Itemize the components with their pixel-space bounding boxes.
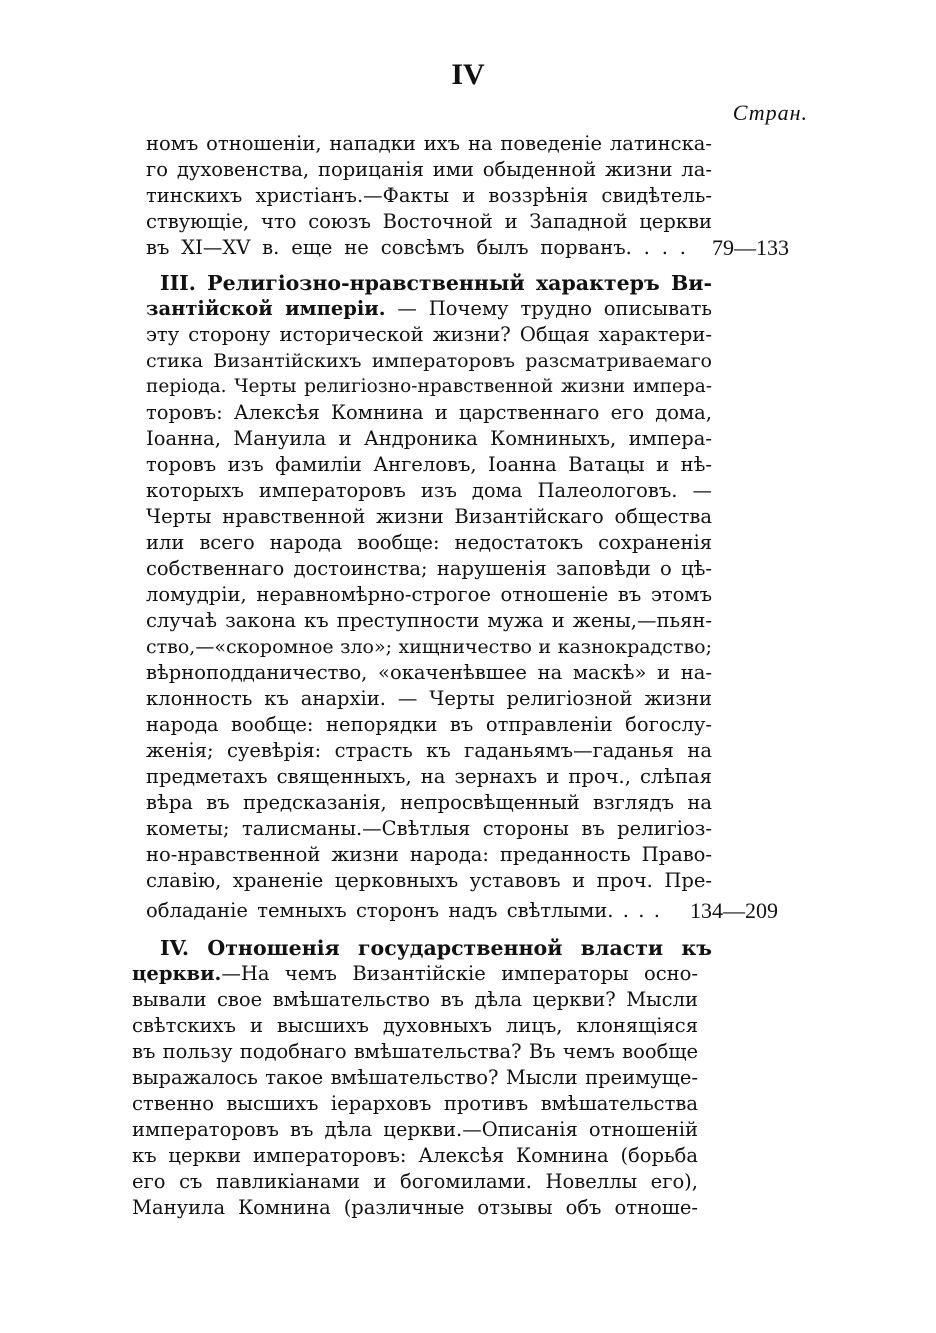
text-line: ственно высшихъ іерарховъ противъ вмѣшательства (132, 1092, 698, 1115)
text-line: но-нравственной жизни народа: преданность Право- (146, 843, 712, 866)
page-range: 79—133 (712, 235, 789, 260)
page-range: 134—209 (690, 898, 778, 923)
text-line: клонность къ анархіи. — Черты религіозной жизни (146, 687, 712, 710)
text-line: ломудріи, неравномѣрно-строгое отношеніе въ этомъ (146, 583, 712, 606)
text-line: тинскихъ христіанъ.—Факты и воззрѣнія свидѣтель- (146, 184, 712, 207)
text-line: Іоанна, Мануила и Андроника Комниныхъ, импера- (146, 427, 712, 450)
text-line: кометы; талисманы.—Свѣтлыя стороны въ религіоз- (146, 817, 712, 840)
text-line: или всего народа вообще: недостатокъ сохраненія (146, 531, 712, 554)
text-line: вѣрноподданичество, «окаченѣвшее на маскѣ» и на- (146, 661, 712, 684)
text-line: Черты нравственной жизни Византійскаго общества (146, 505, 712, 528)
text-line: го духовенства, порицанія ими обыденной жизни ла- (146, 158, 712, 181)
text-line: эту сторону исторической жизни? Общая характери- (146, 323, 712, 346)
section-heading: IV. Отношенія государственной власти къ (160, 936, 712, 960)
text-line: періода. Черты религіозно-нравственной жизни импера- (146, 376, 712, 397)
text-line: народа вообще: непорядки въ отправленіи богослу- (146, 713, 712, 736)
text-line: торовъ изъ фамиліи Ангеловъ, Іоанна Ватацы и нѣ- (146, 453, 712, 476)
text-line: стика Византійскихъ императоровъ разсматриваемаго (146, 350, 712, 372)
column-label-pages: Стран. (732, 100, 808, 125)
text-line: свѣтскихъ и высшихъ духовныхъ лицъ, клонящіяся (132, 1014, 698, 1037)
text-line: славію, храненіе церковныхъ уставовъ и проч. Пре- (146, 869, 712, 892)
text-line: въ XI—XV в. еще не совсѣмъ былъ порванъ. . . . (146, 236, 686, 259)
text-line: ствующіе, что союзъ Восточной и Западной церкви (146, 210, 712, 233)
text-line: въ пользу подобнаго вмѣшательства? Въ чемъ вообще (132, 1040, 698, 1063)
section-intro: — Почему трудно описывать (385, 297, 712, 320)
section-intro: —На чемъ Византійскіе императоры осно- (221, 962, 698, 985)
page-number: IV (451, 58, 485, 91)
text-line: собственнаго достоинства; нарушенія заповѣди о цѣ- (146, 557, 712, 580)
text-line: случаѣ закона къ преступности мужа и жены,—пьян- (146, 609, 712, 632)
text-line: номъ отношеніи, нападки ихъ на поведеніе латинска- (146, 132, 712, 155)
text-line: Мануила Комнина (различные отзывы объ отноше- (132, 1196, 698, 1219)
text-line: женія; суевѣрія: страсть къ гаданьямъ—гаданья на (146, 739, 712, 762)
text-line: вѣра въ предсказанія, непросвѣщенный взглядъ на (146, 791, 712, 814)
text-line: его съ павликіанами и богомилами. Новеллы его), (132, 1170, 698, 1193)
section-heading-bold: зантійской имперіи. (146, 297, 386, 320)
section-heading: III. Религіозно-нравственный характеръ Ви- (160, 271, 712, 295)
text-line: которыхъ императоровъ изъ дома Палеологовъ. — (146, 479, 712, 502)
text-line: ство,—«скоромное зло»; хищничество и казнокрадство; (146, 636, 712, 658)
section-heading-bold: церкви. (132, 962, 222, 985)
text-line: къ церкви императоровъ: Алексѣя Комнина (борьба (132, 1144, 698, 1167)
text-line: предметахъ священныхъ, на зернахъ и проч., слѣпая (146, 765, 712, 788)
section-heading-continuation (146, 296, 712, 322)
text-line: вывали свое вмѣшательство въ дѣла церкви? Мысли (132, 988, 698, 1011)
text-line: торовъ: Алексѣя Комнина и царственнаго его дома, (146, 401, 712, 424)
text-line: императоровъ въ дѣла церкви.—Описанія отношеній (132, 1118, 698, 1141)
section-heading-continuation (132, 961, 698, 987)
text-line: выражалось такое вмѣшательство? Мысли преимуще- (132, 1066, 698, 1089)
text-line: обладаніе темныхъ сторонъ надъ свѣтлыми. . . . (146, 899, 660, 922)
